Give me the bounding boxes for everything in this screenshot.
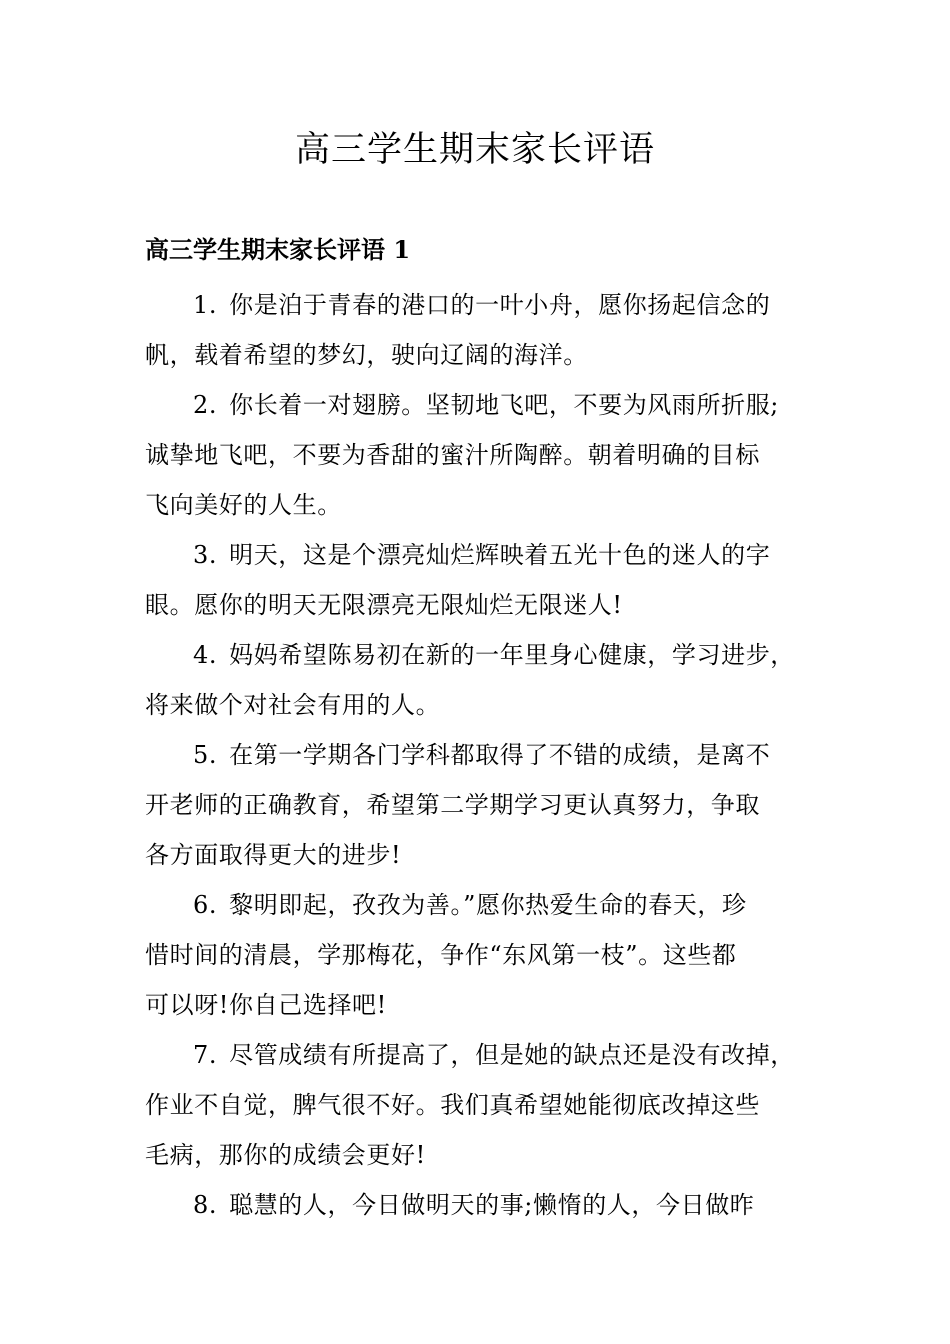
paragraph-3 bbox=[145, 530, 825, 630]
paragraph-line: 将来做个对社会有用的人。 bbox=[145, 691, 441, 719]
paragraph-line: 开老师的正确教育，希望第二学期学习更认真努力，争取 bbox=[145, 791, 760, 819]
paragraph-line: 各方面取得更大的进步! bbox=[145, 841, 402, 869]
paragraph-line: 聪慧的人，今日做明天的事;懒惰的人，今日做昨 bbox=[229, 1191, 755, 1219]
paragraph-line: 帆，载着希望的梦幻，驶向辽阔的海洋。 bbox=[145, 341, 588, 369]
paragraph-line: 明天，这是个漂亮灿烂辉映着五光十色的迷人的字 bbox=[229, 541, 771, 569]
paragraph-line: 你是泊于青春的港口的一叶小舟，愿你扬起信念的 bbox=[229, 291, 771, 319]
page-title: 高三学生期末家长评语 bbox=[294, 130, 655, 170]
paragraph-4 bbox=[145, 630, 825, 730]
paragraph-line: 毛病，那你的成绩会更好! bbox=[145, 1141, 426, 1169]
paragraph-2 bbox=[145, 380, 825, 530]
paragraph-number: 5. bbox=[193, 741, 218, 769]
paragraph-7 bbox=[145, 1030, 825, 1180]
paragraph-line: 飞向美好的人生。 bbox=[145, 491, 342, 519]
paragraph-number: 6. bbox=[193, 891, 218, 919]
paragraph-line: 尽管成绩有所提高了，但是她的缺点还是没有改掉， bbox=[229, 1041, 795, 1069]
paragraph-line: 可以呀!你自己选择吧! bbox=[145, 991, 387, 1019]
paragraph-line: 眼。愿你的明天无限漂亮无限灿烂无限迷人! bbox=[145, 591, 623, 619]
paragraph-6 bbox=[145, 880, 825, 1030]
paragraph-number: 7. bbox=[193, 1041, 218, 1069]
paragraph-line: 妈妈希望陈易初在新的一年里身心健康，学习进步， bbox=[229, 641, 795, 669]
paragraph-number: 8. bbox=[193, 1191, 218, 1219]
document-body bbox=[145, 280, 825, 1230]
paragraph-8 bbox=[145, 1180, 825, 1230]
paragraph-number: 3. bbox=[193, 541, 218, 569]
paragraph-line: 诚挚地飞吧，不要为香甜的蜜汁所陶醉。朝着明确的目标 bbox=[145, 441, 760, 469]
paragraph-line: 黎明即起，孜孜为善。”愿你热爱生命的春天，珍 bbox=[229, 891, 747, 919]
paragraph-line: 作业不自觉，脾气很不好。我们真希望她能彻底改掉这些 bbox=[145, 1091, 760, 1119]
paragraph-5 bbox=[145, 730, 825, 880]
paragraph-1 bbox=[145, 280, 825, 380]
paragraph-line: 惜时间的清晨，学那梅花，争作“东风第一枝”。这些都 bbox=[145, 941, 737, 969]
paragraph-number: 1. bbox=[193, 291, 218, 319]
paragraph-number: 4. bbox=[193, 641, 218, 669]
paragraph-number: 2. bbox=[193, 391, 218, 419]
paragraph-line: 在第一学期各门学科都取得了不错的成绩，是离不 bbox=[229, 741, 771, 769]
section-heading: 高三学生期末家长评语 1 bbox=[145, 235, 411, 264]
paragraph-line: 你长着一对翅膀。坚韧地飞吧，不要为风雨所折服; bbox=[229, 391, 779, 419]
